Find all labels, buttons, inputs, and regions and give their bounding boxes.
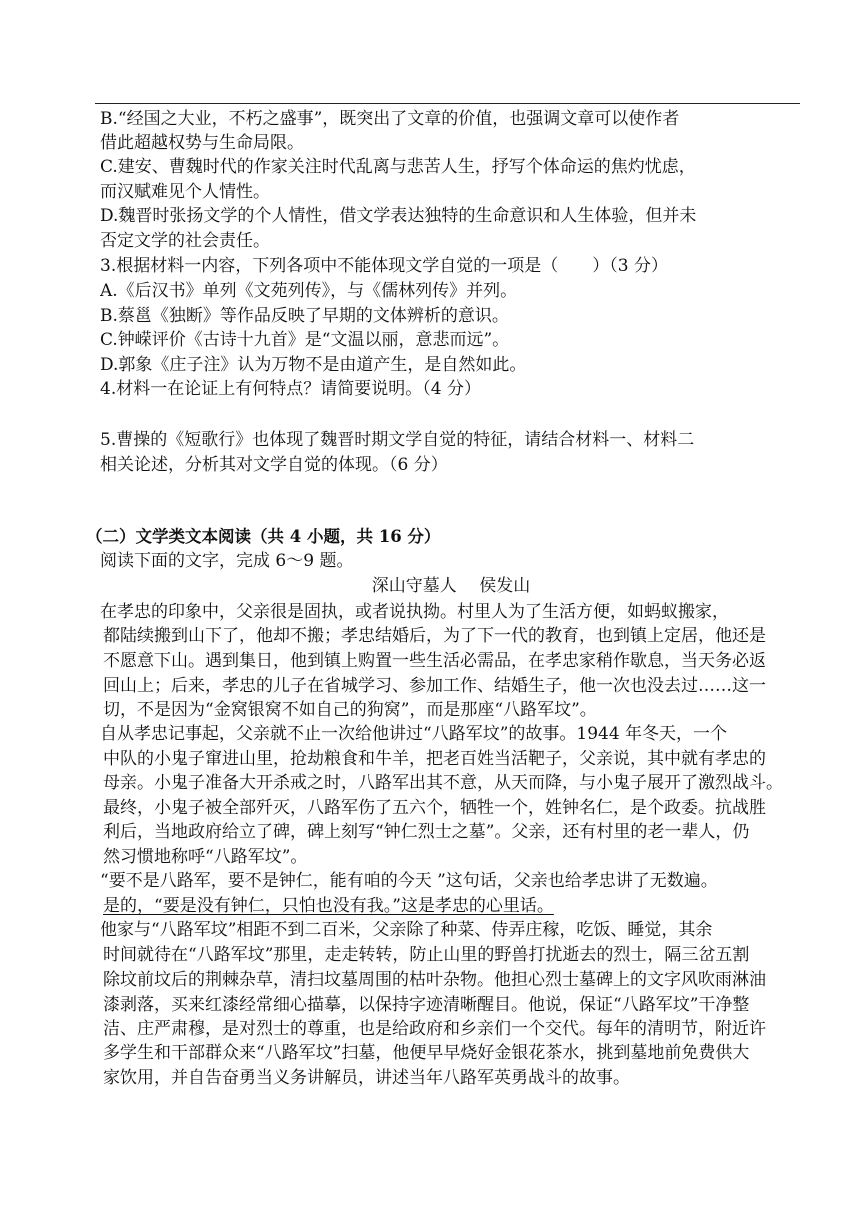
para1-line3: 不愿意下山。遇到集日，他到镇上购置一些生活必需品，在孝忠家稍作歇息，当天务必返: [103, 651, 766, 671]
option-c-line2: 而汉赋难见个人情性。: [100, 182, 270, 202]
para4-line3: 除坟前坟后的荆棘杂草，清扫坟墓周围的枯叶杂物。他担心烈士墓碑上的文字风吹雨淋油: [103, 970, 766, 990]
option-c-line1: C.建安、曹魏时代的作家关注时代乱离与悲苦人生，抒写个体命运的焦灼忧虑，: [100, 157, 696, 177]
para3-line1: “要不是八路军，要不是钟仁，能有咱的今天 ”这句话，父亲也给孝忠讲了无数遍。: [100, 871, 718, 891]
para4-line5: 洁、庄严肃穆，是对烈士的尊重，也是给政府和乡亲们一个交代。每年的清明节，附近许: [103, 1019, 766, 1039]
para4-line4: 漆剥落，买来红漆经常细心描摹，以保持字迹清晰醒目。他说，保证“八路军坟”干净整: [103, 995, 750, 1015]
reading-instruction: 阅读下面的文字，完成 6～9 题。: [100, 551, 354, 571]
option-d-line1: D.魏晋时张扬文学的个人情性，借文学表达独特的生命意识和人生体验，但并未: [100, 206, 697, 226]
para4-line6: 多学生和干部群众来“八路军坟”扫墓，他便早早烧好金银花茶水，挑到墓地前免费供大: [103, 1043, 750, 1063]
question-3-option-b: B.蔡邕《独断》等作品反映了早期的文体辨析的意识。: [100, 306, 509, 326]
para2-line2: 中队的小鬼子窜进山里，抢劫粮食和牛羊，把老百姓当活靶子，父亲说，其中就有孝忠的: [103, 749, 766, 769]
para2-line3: 母亲。小鬼子准备大开杀戒之时，八路军出其不意，从天而降，与小鬼子展开了激烈战斗。: [103, 773, 783, 793]
top-rule: [95, 103, 800, 104]
para2-line5: 利后，当地政府给立了碑，碑上刻写“钟仁烈士之墓”。父亲，还有村里的老一辈人，仍: [103, 822, 750, 842]
question-3-option-d: D.郭象《庄子注》认为万物不是由道产生，是自然如此。: [100, 355, 527, 375]
question-3-option-c: C.钟嵘评价《古诗十九首》是“文温以丽，意悲而远”。: [100, 330, 510, 350]
question-3-option-a: A.《后汉书》单列《文苑列传》，与《儒林列传》并列。: [100, 281, 518, 301]
para4-line2: 时间就待在“八路军坟”那里，走走转转，防止山里的野兽打扰逝去的烈士，隔三岔五割: [103, 945, 750, 965]
para3-line2-underlined: 是的，“要是没有钟仁，只怕也没有我。”这是孝忠的心里话。: [103, 896, 554, 916]
question-5-line2: 相关论述，分析其对文学自觉的体现。（6 分）: [100, 455, 448, 475]
question-5-line1: 5.曹操的《短歌行》也体现了魏晋时期文学自觉的特征，请结合材料一、材料二: [100, 430, 695, 450]
para1-line1: 在孝忠的印象中，父亲很是固执，或者说执拗。村里人为了生活方便，如蚂蚁搬家，: [100, 602, 729, 622]
question-3: 3.根据材料一内容，下列各项中不能体现文学自觉的一项是（ ）（3 分）: [100, 256, 668, 276]
para1-line4: 回山上；后来，孝忠的儿子在省城学习、参加工作、结婚生子，他一次也没去过……这一: [103, 676, 766, 696]
para4-line7: 家饮用，并自告奋勇当义务讲解员，讲述当年八路军英勇战斗的故事。: [103, 1068, 630, 1088]
section-heading: （二）文学类文本阅读（共 4 小题，共 16 分）: [86, 527, 441, 546]
para2-line1: 自从孝忠记事起，父亲就不止一次给他讲过“八路军坟”的故事。1944 年冬天，一个: [100, 724, 728, 744]
para1-line5: 切，不是因为“金窝银窝不如自己的狗窝”，而是那座“八路军坟”。: [103, 700, 597, 720]
option-d-line2: 否定文学的社会责任。: [100, 231, 270, 251]
option-b-line2: 借此超越权势与生命局限。: [100, 133, 304, 153]
para4-line1: 他家与“八路军坟”相距不到二百米，父亲除了种菜、侍弄庄稼，吃饭、睡觉，其余: [100, 920, 713, 940]
question-4: 4.材料一在论证上有何特点？请简要说明。（4 分）: [100, 379, 481, 399]
para1-line2: 都陆续搬到山下了，他却不搬；孝忠结婚后，为了下一代的教育，也到镇上定居，他还是: [103, 626, 766, 646]
story-title: 深山守墓人 侯发山: [371, 576, 531, 596]
para2-line4: 最终，小鬼子被全部歼灭，八路军伤了五六个，牺牲一个，姓钟名仁，是个政委。抗战胜: [103, 798, 766, 818]
para2-line6: 然习惯地称呼“八路军坟”。: [103, 847, 308, 867]
option-b-line1: B.“经国之大业，不朽之盛事”，既突出了文章的价值，也强调文章可以使作者: [100, 109, 680, 129]
